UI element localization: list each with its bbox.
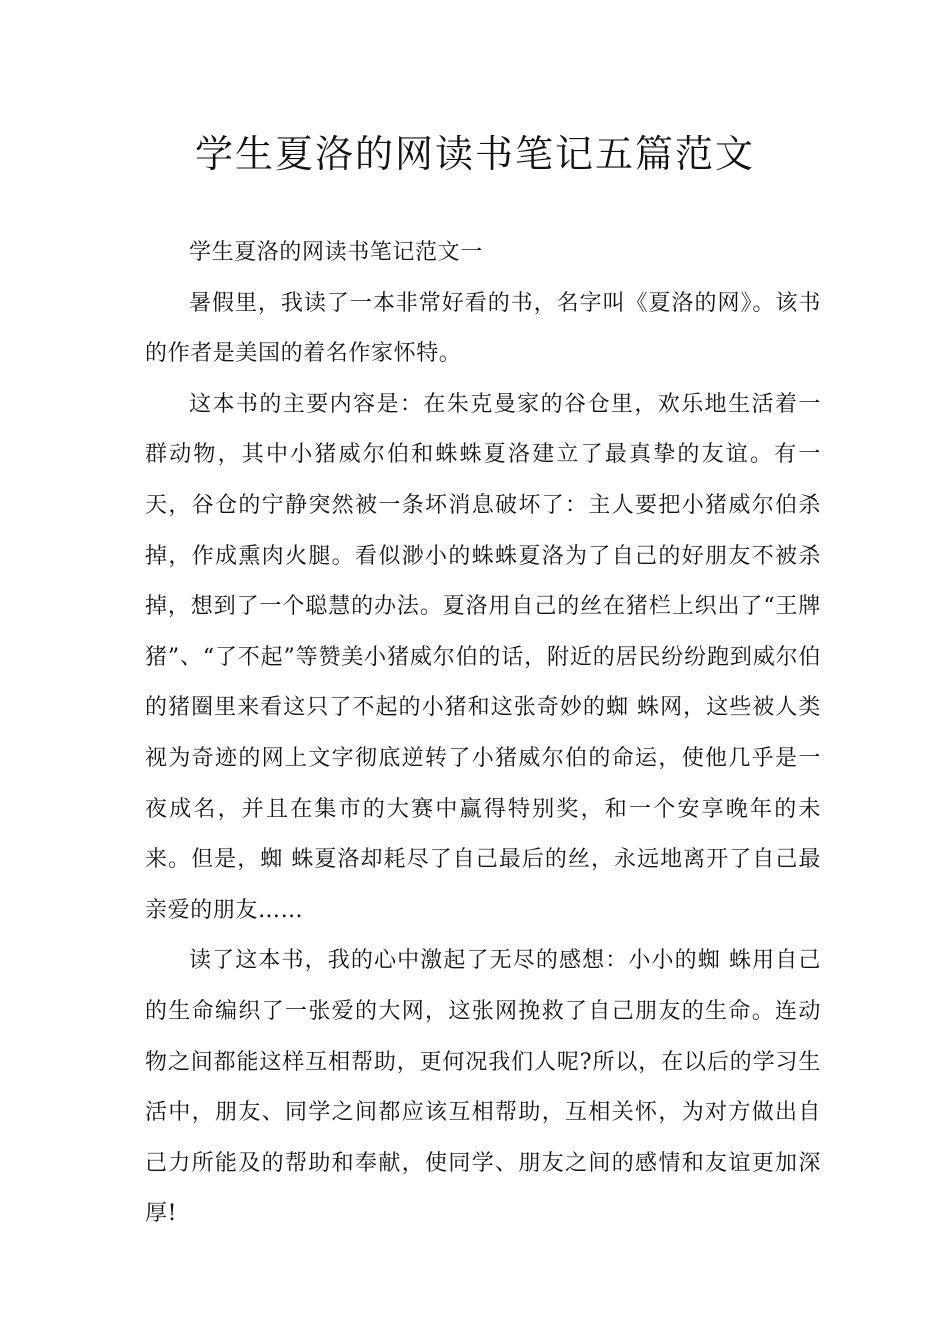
paragraph-1: 暑假里，我读了一本非常好看的书，名字叫《夏洛的网》。该书的作者是美国的着名作家怀特。 <box>145 290 821 367</box>
paragraph-2: 这本书的主要内容是：在朱克曼家的谷仓里，欢乐地生活着一群动物，其中小猪威尔伯和蛛蛛夏洛建立了最真挚的友谊。有一天，谷仓的宁静突然被一条坏消息破坏了：主人要把小猪威尔伯杀掉，作成熏肉火腿。看似渺小的蛛蛛夏洛为了自己的好朋友不被杀掉，想到了一个聪慧的办法。夏洛用自己的丝在猪栏上织出了“王牌猪”、“了不起”等赞美小猪威尔伯的话，附近的居民纷纷跑到威尔伯的猪圈里来看这只了不起的小猪和这张奇妙的蜘 蛛网，这些被人类视为奇迹的网上文字彻底逆转了小猪威尔伯的命运，使他几乎是一夜成名，并且在集市的大赛中赢得特别奖，和一个安享晚年的未来。但是，蜘 蛛夏洛却耗尽了自己最后的丝，永远地离开了自己最亲爱的朋友…… <box>145 391 821 923</box>
section-heading: 学生夏洛的网读书笔记范文一 <box>189 240 483 265</box>
paragraph-3: 读了这本书，我的心中激起了无尽的感想：小小的蜘 蛛用自己的生命编织了一张爱的大网，这张网挽救了自己朋友的生命。连动物之间都能这样互相帮助，更何况我们人呢?所以，在以后的学习生活中，朋友、同学之间都应该互相帮助，互相关怀，为对方做出自己力所能及的帮助和奉献，使同学、朋友之间的感情和友谊更加深厚! <box>145 948 821 1227</box>
document-title: 学生夏洛的网读书笔记五篇范文 <box>194 132 755 176</box>
document-body <box>145 228 821 1240</box>
